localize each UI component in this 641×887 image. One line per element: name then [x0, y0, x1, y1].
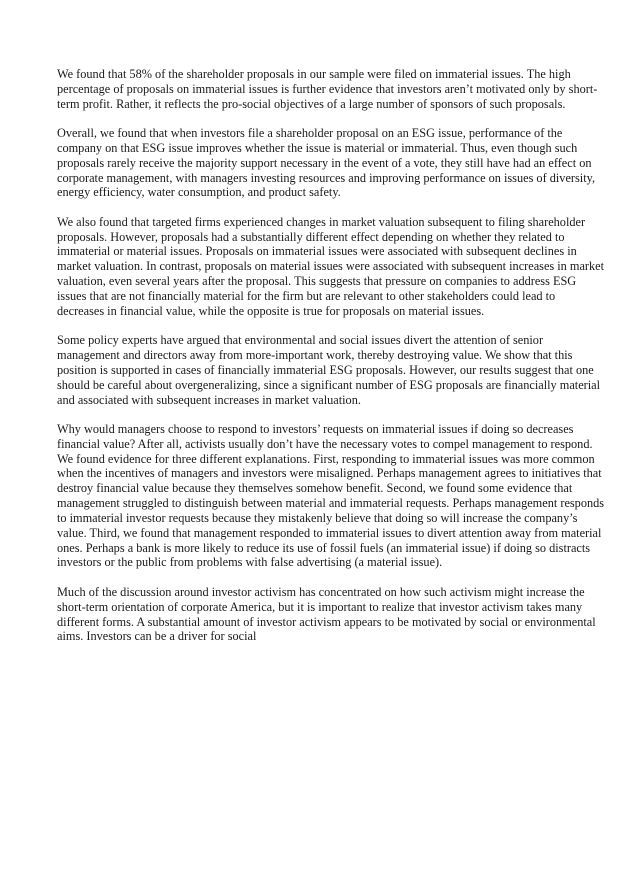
paragraph-2: Overall, we found that when investors file a shareholder proposal on an ESG issue, performance of the company on that ESG issue improves whether the issue is material or immaterial. Thus, even though such proposals rarely receive the majority support necessary in the event of a vote, they still have had an effect on corporate management, with managers investing resources and improving performance on issues of diversity, energy efficiency, water consumption, and product safety.: [57, 126, 596, 200]
document-body: [57, 67, 605, 659]
paragraph-6: Much of the discussion around investor activism has concentrated on how such activism might increase the short-term orientation of corporate America, but it is important to realize that investor activism takes many different forms. A substantial amount of investor activism appears to be motivated by social or environmental aims. Investors can be a driver for social: [57, 584, 596, 644]
paragraph-3: We also found that targeted firms experienced changes in market valuation subsequent to filing shareholder proposals. However, proposals had a substantially different effect depending on whether they related to immaterial or material issues. Proposals on immaterial issues were associated with subsequent declines in market valuation. In contrast, proposals on material issues were associated with subsequent increases in market valuation, even several years after the proposal. This suggests that pressure on companies to address ESG issues that are not financially material for the firm but are relevant to other stakeholders could lead to decreases in financial value, while the opposite is true for proposals on material issues.: [57, 214, 605, 318]
paragraph-1: We found that 58% of the shareholder proposals in our sample were filed on immaterial issues. The high percentage of proposals on immaterial issues is further evidence that investors aren’t motivated only by short-term profit. Rather, it reflects the pro-social objectives of a large number of sponsors of such proposals.: [57, 67, 598, 111]
paragraph-4: Some policy experts have argued that environmental and social issues divert the attention of senior management and directors away from more-important work, thereby destroying value. We show that this position is supported in cases of financially immaterial ESG proposals. However, our results suggest that one should be careful about overgeneralizing, since a significant number of ESG proposals are financially material and associated with subsequent increases in market valuation.: [57, 333, 601, 407]
paragraph-5: Why would managers choose to respond to investors’ requests on immaterial issues if doing so decreases financial value? After all, activists usually don’t have the necessary votes to compel management to respond. We found evidence for three different explanations. First, responding to immaterial issues was more common when the incentives of managers and investors were misaligned. Perhaps management agrees to initiatives that destroy financial value because they themselves somehow benefit. Second, we found some evidence that management struggled to distinguish between material and immaterial requests. Perhaps management responds to immaterial investor requests because they mistakenly believe that doing so will increase the company’s value. Third, we found that management responded to immaterial issues to divert attention away from material ones. Perhaps a bank is more likely to reduce its use of fossil fuels (an immaterial issue) if doing so distracts investors or the public from problems with false advertising (a material issue).: [57, 421, 605, 570]
